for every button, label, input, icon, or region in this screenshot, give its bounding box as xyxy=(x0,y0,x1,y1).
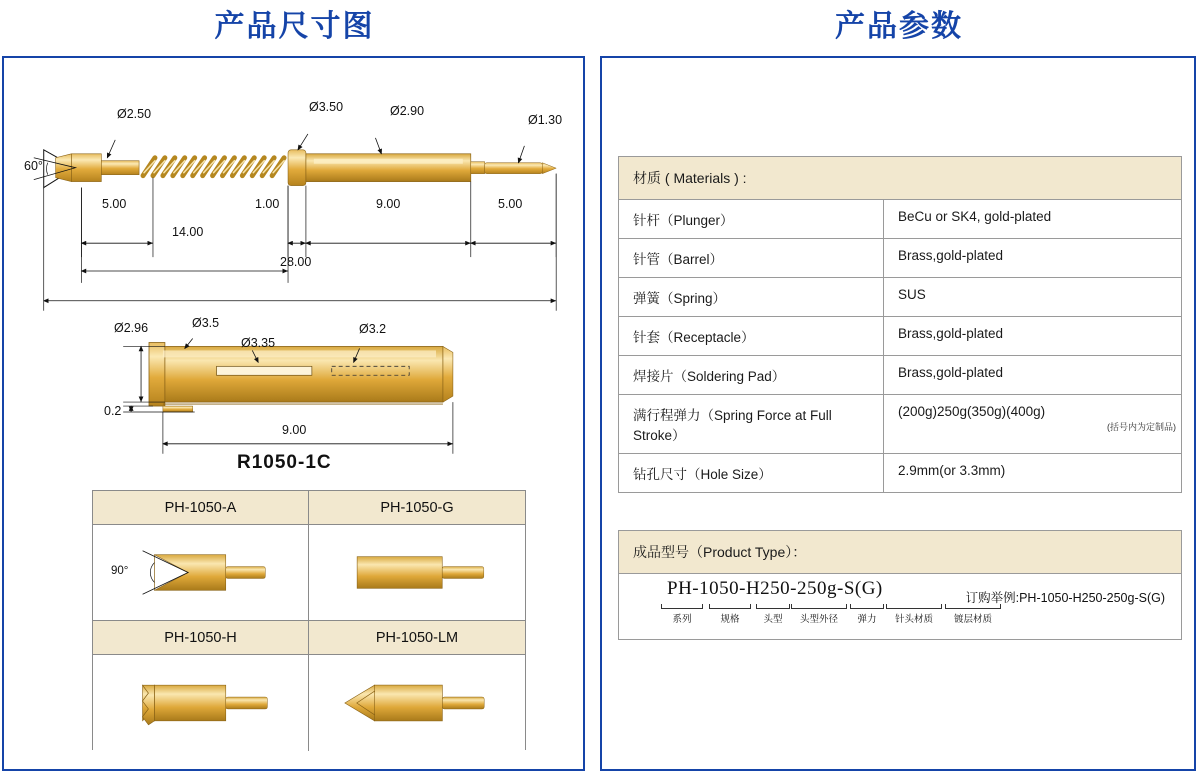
table-row xyxy=(619,317,1181,356)
right-panel-title: 产品参数 xyxy=(835,10,963,43)
material-key-soldering-pad: 焊接片（Soldering Pad） xyxy=(619,356,884,394)
dim-recept-bore: Ø3.2 xyxy=(359,322,387,336)
variant-header-h: PH-1050-H xyxy=(93,621,309,655)
variant-image-g xyxy=(309,525,525,621)
variant-image-a xyxy=(93,525,309,621)
variant-image-lm xyxy=(309,655,525,751)
product-dimension-panel xyxy=(2,0,587,779)
table-row xyxy=(619,239,1181,278)
material-value-hole-size: 2.9mm(or 3.3mm) xyxy=(898,463,1006,478)
part-number-label: R1050-1C xyxy=(237,452,332,473)
dim-recept-flange: Ø3.5 xyxy=(192,316,220,330)
pt-segment-force: 弹力 xyxy=(850,604,884,625)
dim-tip-angle: 60° xyxy=(24,159,43,173)
product-type-body xyxy=(619,574,1181,636)
dim-recept-id: Ø2.96 xyxy=(114,321,149,335)
product-type-box xyxy=(618,530,1182,640)
material-key-hole-size: 钻孔尺寸（Hole Size） xyxy=(619,454,884,492)
left-panel-title: 产品尺寸图 xyxy=(214,10,375,43)
materials-table-header: 材质 ( Materials ) : xyxy=(619,157,1181,199)
table-row xyxy=(619,278,1181,317)
variant-image-h xyxy=(93,655,309,751)
material-key-spring-force: 满行程弹力（Spring Force at Full Stroke） xyxy=(619,395,884,453)
material-key-plunger: 针杆（Plunger） xyxy=(619,200,884,238)
variant-header-g: PH-1050-G xyxy=(309,491,525,525)
dim-len-9-00: 9.00 xyxy=(376,197,401,211)
dim-recept-lip: 0.2 xyxy=(104,404,122,418)
product-type-header: 成品型号（Product Type）： xyxy=(619,531,1181,574)
dim-len-28-00: 28.00 xyxy=(280,255,312,269)
material-value-soldering-pad: Brass,gold-plated xyxy=(898,365,1004,380)
pt-segment-series: 系列 xyxy=(661,604,703,625)
pt-segment-plating: 镀层材质 xyxy=(945,604,1001,625)
table-row xyxy=(619,395,1181,454)
dim-tail-diameter: Ø1.30 xyxy=(528,113,563,127)
table-row xyxy=(619,200,1181,239)
pt-segment-headtype: 头型 xyxy=(756,604,790,625)
dim-len-5-00-a: 5.00 xyxy=(102,197,127,211)
variant-header-lm: PH-1050-LM xyxy=(309,621,525,655)
material-key-barrel: 针管（Barrel） xyxy=(619,239,884,277)
material-value-barrel: Brass,gold-plated xyxy=(898,248,1004,263)
variant-a-angle: 90° xyxy=(111,565,129,577)
material-key-receptacle: 针套（Receptacle） xyxy=(619,317,884,355)
material-key-spring: 弹簧（Spring） xyxy=(619,278,884,316)
dim-len-1-00: 1.00 xyxy=(255,197,280,211)
materials-note: (括号内为定制品) xyxy=(1107,422,1176,432)
dimension-drawing-area xyxy=(2,56,585,771)
dim-plunger-diameter: Ø2.50 xyxy=(117,107,152,121)
product-type-code: PH-1050-H250-250g-S(G) xyxy=(667,578,883,599)
pt-segment-head-material: 针头材质 xyxy=(886,604,942,625)
product-type-example: 订购举例:PH-1050-H250-250g-S(G) xyxy=(965,591,1165,605)
material-value-spring: SUS xyxy=(898,287,926,302)
pt-segment-head-od: 头型外径 xyxy=(791,604,847,625)
dim-flange-diameter: Ø3.50 xyxy=(309,100,344,114)
parameter-content-area xyxy=(600,56,1196,771)
dim-barrel-diameter: Ø2.90 xyxy=(390,104,425,118)
pt-segment-spec: 规格 xyxy=(709,604,751,625)
table-row xyxy=(619,356,1181,395)
dim-len-5-00-b: 5.00 xyxy=(498,197,523,211)
dim-len-14-00: 14.00 xyxy=(172,225,204,239)
product-parameter-panel xyxy=(600,0,1198,779)
table-row xyxy=(619,454,1181,493)
material-value-spring-force: (200g)250g(350g)(400g) xyxy=(898,404,1046,419)
variant-header-a: PH-1050-A xyxy=(93,491,309,525)
materials-table xyxy=(618,156,1182,493)
tip-variant-table xyxy=(92,490,526,750)
dim-recept-length: 9.00 xyxy=(282,423,307,437)
material-value-plunger: BeCu or SK4, gold-plated xyxy=(898,209,1052,224)
dim-recept-od: Ø3.35 xyxy=(241,336,276,350)
materials-table-header-row xyxy=(619,157,1181,200)
material-value-receptacle: Brass,gold-plated xyxy=(898,326,1004,341)
